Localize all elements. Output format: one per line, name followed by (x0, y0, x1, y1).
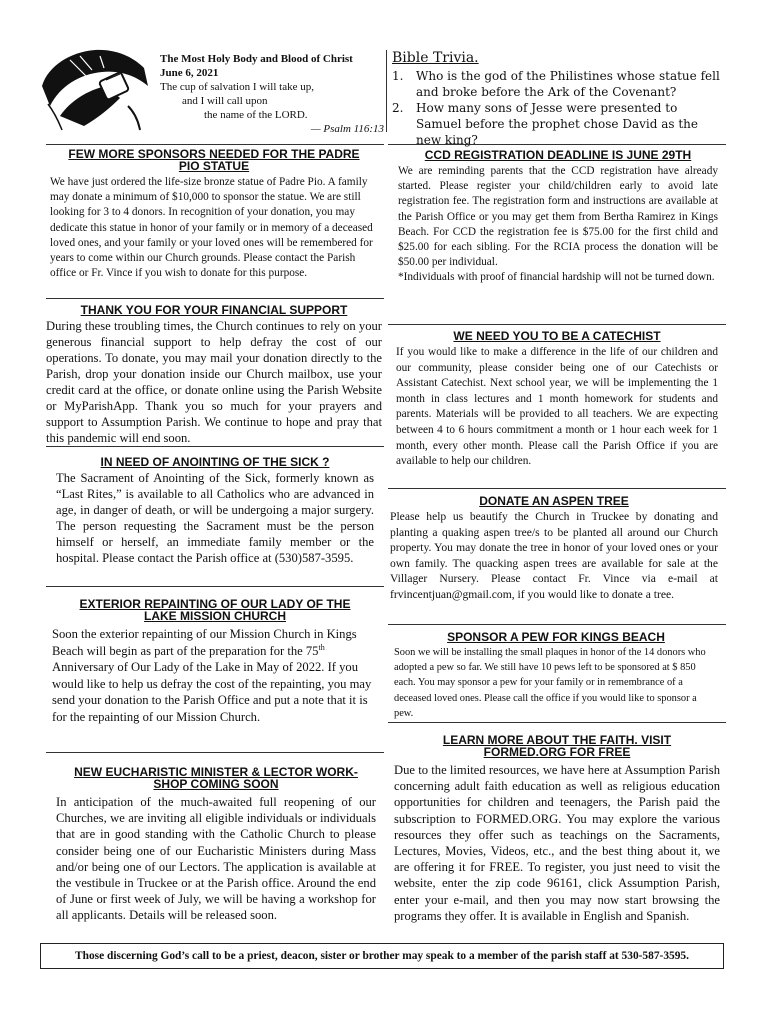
divider-sponsors (46, 144, 384, 145)
divider-anointing (46, 446, 384, 447)
anointing-body: The Sacrament of Anointing of the Sick, formerly known as “Last Rites,” is available to all Catholics who are advanced in age, in danger of death, or will be undergoing a major surgery. The person requesting the Sacrament must be the person himself or herself, an immediate family member or the hospital. Please contact the Parish office at (530)587-3595. (56, 471, 374, 565)
sponsors-body: We have just ordered the life-size bronze statue of Padre Pio. A family may donate a minimum of $10,000 to sponsor the statue. We are still looking for 3 to 4 donors. In recognition of your donation, you may dedicate this statue in honor of your family or in memory of a deceased loved ones, and your family or your loved ones will be remembered for years to come within our Church grounds. Please contact the Parish office or Fr. Vince if you wish to donate for this purpose. (50, 176, 373, 280)
section-ccd (398, 149, 718, 286)
catechist-heading: WE NEED YOU TO BE A CATECHIST (453, 329, 661, 343)
divider-repainting (46, 586, 384, 587)
repainting-body: Soon the exterior repainting of our Mission Church in Kings Beach will begin as part of the preparation for the 75th Anniversary of Our Lady of the Lake in May of 2022. If you would like to help us defray the cost of the repainting, you may send your donation to the Parish Office and put a note that it is for the repainting of our Mission Church. (52, 627, 372, 724)
trivia-text-2: How many sons of Jesse were presented to Samuel before the prophet chose David as the new king? (416, 101, 699, 147)
divider-eucharistic (46, 752, 384, 753)
footer-text: Those discerning God’s call to be a priest, deacon, sister or brother may speak to a member of the parish staff at 530-587-3595. (75, 950, 689, 962)
aspen-heading: DONATE AN ASPEN TREE (479, 494, 629, 508)
trivia-title: Bible Trivia. (392, 50, 479, 66)
financial-heading: THANK YOU FOR YOUR FINANCIAL SUPPORT (80, 303, 348, 317)
section-financial (46, 304, 382, 446)
bible-trivia (392, 50, 722, 148)
psalm-line-2: and I will call upon (182, 95, 268, 107)
section-anointing (56, 456, 374, 566)
trivia-number-2: 2. (392, 101, 404, 115)
trivia-question-1 (392, 68, 722, 100)
sponsors-heading: FEW MORE SPONSORS NEEDED FOR THE PADRE PIO STATUE (68, 147, 360, 173)
chalice-illustration (40, 46, 152, 134)
trivia-text-1: Who is the god of the Philistines whose statue fell and broke before the Ark of the Covenant? (416, 69, 720, 99)
repainting-heading: EXTERIOR REPAINTING OF OUR LADY OF THE LAKE MISSION CHURCH (79, 597, 351, 623)
section-sponsors (50, 148, 378, 281)
catechist-body: If you would like to make a difference in the life of our children and our community, please consider being one of our Catechists or Assistant Catechist. Next school year, we will be implementing the 1 month in class lectures and 1 month homework for students and parents. Materials will be provided to all teachers. We are expecting between 4 to 6 hours commitment a month or 1 hour each week for 1 month, every other month. Please call the Parish Office if you are available to help our children. (396, 346, 718, 468)
section-pew (394, 631, 718, 721)
pew-body: Soon we will be installing the small plaques in honor of the 14 donors who adopted a pew so far. We still have 10 pews left to be sponsored at $ 850 each. You may sponsor a pew for your family or in remembrance of a deceased loved ones. Please call the office if you would like to sponsor a pew. (394, 647, 706, 719)
header-block (160, 52, 384, 136)
divider-pew (388, 624, 726, 625)
trivia-number-1: 1. (392, 69, 404, 83)
psalm-reference: — Psalm 116:13 (310, 123, 384, 135)
section-eucharistic (56, 766, 376, 924)
section-repainting (52, 598, 378, 726)
anointing-heading: IN NEED OF ANOINTING OF THE SICK ? (100, 455, 330, 469)
formed-heading-line-2: FORMED.ORG FOR FREE (483, 745, 631, 759)
section-catechist (396, 330, 718, 470)
divider-ccd (388, 144, 726, 145)
formed-heading-line-1: LEARN MORE ABOUT THE FAITH. VISIT (442, 733, 672, 747)
ccd-note: *Individuals with proof of financial hardship will not be turned down. (398, 271, 715, 284)
section-aspen (390, 495, 718, 603)
eucharistic-heading: NEW EUCHARISTIC MINISTER & LECTOR WORK-SHOP COMING SOON (74, 765, 358, 791)
footer-box (40, 943, 724, 969)
feast-title: The Most Holy Body and Blood of Christ (160, 53, 353, 65)
formed-body: Due to the limited resources, we have here at Assumption Parish concerning adult faith education as well as religious education opportunities for children and teenagers, the Parish paid the subscription to FORMED.ORG. You may explore the various resources they offer such as teachings on the Sacraments, Lectures, Movies, Videos, etc., and the best thing about it, we are offering it for FREE. To register, you just need to visit the website, enter the zip code 96161, click Assumption Parish, enter your e-mail, and then you may now start browsing the programs they offer. It is available in English and Spanish. (394, 763, 720, 923)
ccd-heading: CCD REGISTRATION DEADLINE IS JUNE 29TH (424, 148, 692, 162)
psalm-line-3: the name of the LORD. (204, 109, 308, 121)
financial-body: During these troubling times, the Church continues to rely on your generous financial support to help defray the cost of our operations. To donate, you may mail your donation directly to the Parish, drop your donation inside our Church mailbox, use your credit card at the office, or donate online using the Parish Website or MyParishApp. Thank you so much for your prayers and support to Assumption Parish. We continue to hope and pray that this pandemic will end soon. (46, 319, 382, 445)
section-formed (394, 734, 720, 924)
divider-financial (46, 298, 384, 299)
feast-date: June 6, 2021 (160, 67, 219, 79)
header-divider (386, 50, 387, 132)
divider-formed (388, 722, 726, 723)
eucharistic-body: In anticipation of the much-awaited full reopening of our Churches, we are inviting all eligible individuals or individuals that are in good standing with the Catholic Church to please consider being one of our Eucharistic Ministers during Mass and/or being one of our Lectors. The application is available at the vestibule in Truckee or at the Parish office. Around the end of June or first week of July, we will be having a workshop for all applicants. Details will be released soon. (56, 795, 376, 923)
psalm-line-1: The cup of salvation I will take up, (160, 81, 314, 93)
divider-aspen (388, 488, 726, 489)
ccd-body: We are reminding parents that the CCD registration have already started. Please register your child/children early to avoid late registration fee. The registration form and instructions are available at the Parish Office or you may get them from Bertha Ramirez in Kings Beach. For CCD the registration fee is $75.00 for the first child and $25.00 for each sibling. For the RCIA process the donation will be $50.00 per individual. (398, 165, 718, 269)
trivia-question-2 (392, 100, 722, 148)
aspen-body: Please help us beautify the Church in Truckee by donating and planting a quaking aspen tree/s to be planted all around our Church property. You may donate the tree in honor of your loved ones or your own family. The quacking aspen trees are available for sale at the Villager Nursery. Please contact Fr. Vince via e-mail at frvincentjuan@gmail.com, if you would like to donate a tree. (390, 510, 718, 601)
pew-heading: SPONSOR A PEW FOR KINGS BEACH (447, 630, 665, 644)
divider-catechist (388, 324, 726, 325)
